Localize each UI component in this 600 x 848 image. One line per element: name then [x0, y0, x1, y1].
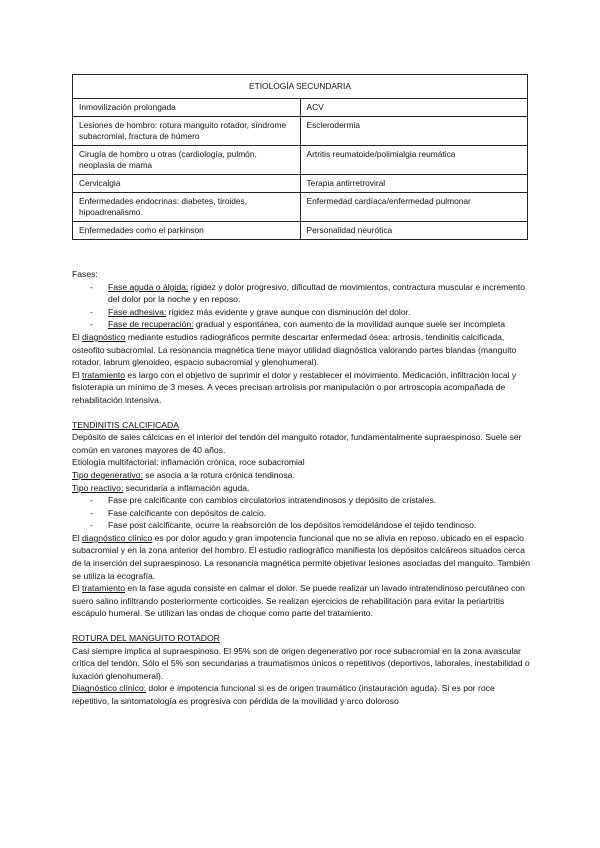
table-cell: Inmovilización prolongada	[73, 99, 301, 117]
paragraph: Casi siempre implica al supraespinoso. El 95% son de origen degenerativo por roce subacromial en la zona avascular crítica del tendón. Sólo el 5% son secundarias a traumatismos únicos o repetitivos (deportivos, laborales, inestabilidad o luxación glenohumeral).	[72, 645, 530, 681]
table-cell: Personalidad neurótica	[300, 222, 528, 240]
table-cell: Enfermedades endocrinas: diabetes, tiroides, hipoadrenalismo.	[73, 193, 301, 222]
text: El	[72, 331, 83, 342]
list-item	[108, 318, 530, 331]
section-heading: TENDINITIS CALCIFICADA	[72, 419, 179, 430]
list-item: - Fase pre calcificante con cambios circulatorios intratendinosos y depósito de cristales.	[108, 494, 530, 507]
table-cell: Lesiones de hombro: rotura manguito rotador, síndrome subacromial, fractura de húmero	[73, 117, 301, 146]
paragraph	[72, 482, 530, 495]
table-row	[73, 175, 528, 193]
paragraph: Depósito de sales cálcicas en el interior del tendón del manguito rotador, fundamentalmente supraespinoso. Suele ser común en varones mayores de 40 años.	[72, 432, 522, 455]
underlined-term: tratamiento	[82, 369, 126, 380]
text: El	[72, 583, 83, 594]
paragraph	[72, 582, 530, 620]
paragraph	[72, 331, 530, 369]
table-row	[73, 222, 528, 240]
tendinitis-fases-list	[72, 494, 530, 532]
text: es largo con el objetivo de suprimir el dolor y restablecer el movimiento. Medicación, infiltración local y fisioterapia un mínimo de 3 meses. A veces precisan artrolisis por manipulación o por artroscopia acompañada de rehabilitación intensiva.	[72, 369, 517, 405]
table-row	[73, 146, 528, 175]
underlined-term: Tipo reactivo:	[72, 482, 124, 493]
table-cell: Cervicalgia	[73, 175, 301, 193]
spacer	[72, 620, 530, 632]
table-cell: Esclerodermia	[300, 117, 528, 146]
paragraph	[72, 682, 530, 707]
underlined-term: Tipo degenerativo:	[72, 469, 143, 480]
text: se asocia a la rotura crónica tendinosa.	[142, 469, 295, 480]
text: El	[72, 532, 83, 543]
table-row	[73, 99, 528, 117]
list-item: - Fase calcificante con depósitos de calcio.	[108, 507, 530, 520]
text: es por dolor agudo y gran impotencia funcional que no se alivia en reposo, ubicado en el espacio subacromial y en la zona anterior del hombro. El estudio radiográfico manifiesta los depósitos calcáreos situados cerca de la inserción del supraespinoso. La resonancia magnética permite objetivar lesiones asociadas del manguito. También se utiliza la ecografía.	[72, 532, 530, 581]
text: El	[72, 369, 83, 380]
text: secundaria a inflamación aguda.	[123, 482, 250, 493]
text: mediante estudios radiográficos permite descartar enfermedad ósea: artrosis, tendinitis calcificada, osteofito subacromial. La resonancia magnética tiene mayor utilidad diagnóstica valorando partes blandas (manguito rotador, labrum glenoideo, espacio subacromial y glenohumeral).	[72, 331, 517, 368]
body-text	[72, 268, 530, 708]
fase-text: rigidez más evidente y grave aunque con disminución del dolor.	[166, 306, 411, 317]
list-item	[108, 281, 530, 306]
table-row	[73, 193, 528, 222]
underlined-term: diagnóstico	[82, 331, 126, 342]
paragraph: Etiología multifactorial: inflamación crónica, roce subacromial	[72, 457, 305, 468]
list-item	[108, 306, 530, 319]
fases-list	[72, 281, 530, 331]
paragraph	[72, 532, 530, 582]
fase-name: Fase aguda o álgida:	[108, 281, 189, 292]
table-cell: Artritis reumatoide/polimialgia reumática	[300, 146, 528, 175]
section-heading: ROTURA DEL MANGUITO ROTADOR	[72, 633, 220, 644]
fase-name: Fase adhesiva:	[108, 306, 167, 317]
etiology-table	[72, 74, 528, 240]
underlined-term: diagnóstico clínico	[82, 532, 153, 543]
underlined-term: Diagnóstico clínico:	[72, 683, 147, 694]
list-item: - Fase post calcificante, ocurre la reabsorción de los depósitos remodelándose el tejido tendinoso.	[108, 519, 530, 532]
table-cell: Enfermedades como el parkinson	[73, 222, 301, 240]
text: dolor e impotencia funcional si es de origen traumático (instauración aguda). Si es por roce repetitivo, la sintomatología es progresiva con pérdida de la movilidad y arco doloroso	[72, 683, 495, 706]
table-cell: Enfermedad cardíaca/enfermedad pulmonar	[300, 193, 528, 222]
fase-text: rigidez y dolor progresivo, dificultad de movimientos, contractura muscular e incremento del dolor por la noche y en reposo.	[108, 281, 526, 305]
fases-label: Fases:	[72, 269, 98, 279]
fase-name: Fase de recuperación:	[108, 319, 194, 330]
text: en la fase aguda consiste en calmar el dolor. Se puede realizar un lavado intratendinoso percutáneo con suero salino infiltrando posteriormente corticoides. Se realizan ejercicios de rehabilitación para evitar la periartritis escápulo humeral. Se utilizan las ondas de choque como parte del tratamiento.	[72, 583, 525, 619]
table-header-row	[73, 75, 528, 99]
underlined-term: tratamiento	[82, 583, 126, 594]
spacer	[72, 407, 530, 419]
table-cell: Terapia antirretroviral	[300, 175, 528, 193]
table-cell: ACV	[300, 99, 528, 117]
fase-text: gradual y espontánea, con aumento de la movilidad aunque suele ser incompleta	[193, 319, 506, 330]
paragraph	[72, 469, 530, 482]
table-cell: Cirugía de hombro u otras (cardiología, pulmón, neoplasia de mama	[73, 146, 301, 175]
table-title: ETIOLOGÍA SECUNDARIA	[73, 75, 528, 99]
table-row	[73, 117, 528, 146]
paragraph	[72, 369, 530, 407]
